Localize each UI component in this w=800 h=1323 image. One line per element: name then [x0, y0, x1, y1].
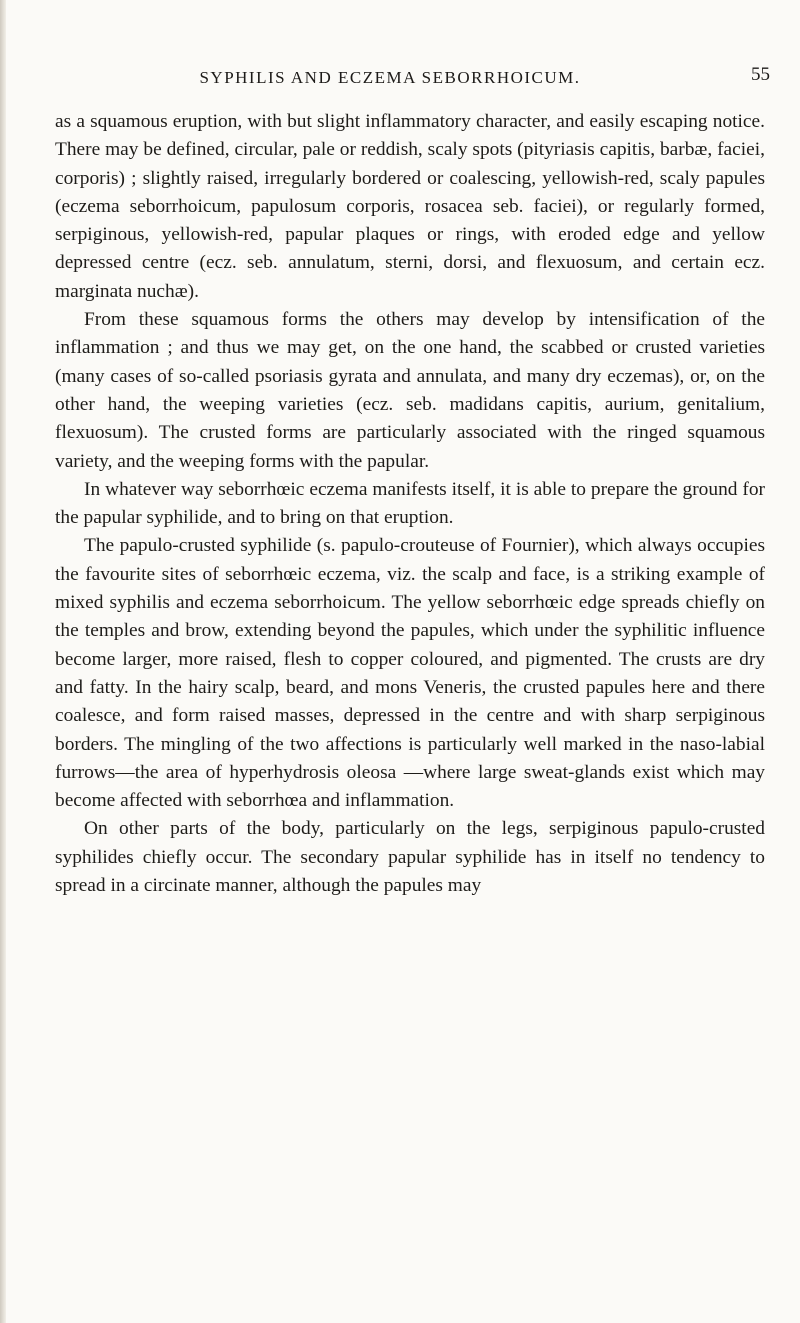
running-title: SYPHILIS AND ECZEMA SEBORRHOICUM.	[199, 68, 581, 87]
page-spine-shadow	[0, 0, 6, 1323]
paragraph: The papulo-crusted syphilide (s. papulo-crouteuse of Fournier), which always occupies the favourite sites of seborrhœic eczema, viz. the scalp and face, is a striking example of mixed syphilis and eczema seborrhoicum. The yellow seborrhœic edge spreads chiefly on the temples and brow, extending beyond the papules, which under the syphilitic influence become larger, more raised, flesh to copper coloured, and pigmented. The crusts are dry and fatty. In the hairy scalp, beard, and mons Veneris, the crusted papules here and there coalesce, and form raised masses, depressed in the centre and with sharp serpiginous borders. The mingling of the two affections is particularly well marked in the naso-labial furrows—the area of hyperhydrosis oleosa —where large sweat-glands exist which may become affected with seborrhœa and inflammation.	[55, 535, 765, 812]
page-number: 55	[751, 64, 770, 85]
body-text	[55, 108, 765, 900]
paragraph: From these squamous forms the others may develop by intensification of the inflammation ; and thus we may get, on the one hand, the scabbed or crusted varieties (many cases of so-called psoriasis gyrata and annulata, and many dry eczemas), or, on the other hand, the weeping varieties (ecz. seb. madidans capitis, aurium, genitalium, flexuosum). The crusted forms are particularly associated with the ringed squamous variety, and the weeping forms with the papular.	[55, 309, 765, 472]
paragraph-continued: as a squamous eruption, with but slight inflammatory character, and easily escaping notice. There may be defined, circular, pale or reddish, scaly spots (pityriasis capitis, barbæ, faciei, corporis) ; slightly raised, irregularly bordered or coalescing, yellowish-red, scaly papules (eczema seborrhoicum, papulosum corporis, rosacea seb. faciei), or regularly formed, serpiginous, yellowish-red, papular plaques or rings, with eroded edge and yellow depressed centre (ecz. seb. annulatum, sterni, dorsi, and flexuosum, and certain ecz. marginata nuchæ).	[55, 111, 765, 302]
running-head	[0, 64, 800, 94]
paragraph: On other parts of the body, particularly on the legs, serpiginous papulo-crusted syphilides chiefly occur. The secondary papular syphilide has in itself no tendency to spread in a circinate manner, although the papules may	[55, 818, 765, 897]
paragraph: In whatever way seborrhœic eczema manifests itself, it is able to prepare the ground for the papular syphilide, and to bring on that eruption.	[55, 478, 765, 529]
